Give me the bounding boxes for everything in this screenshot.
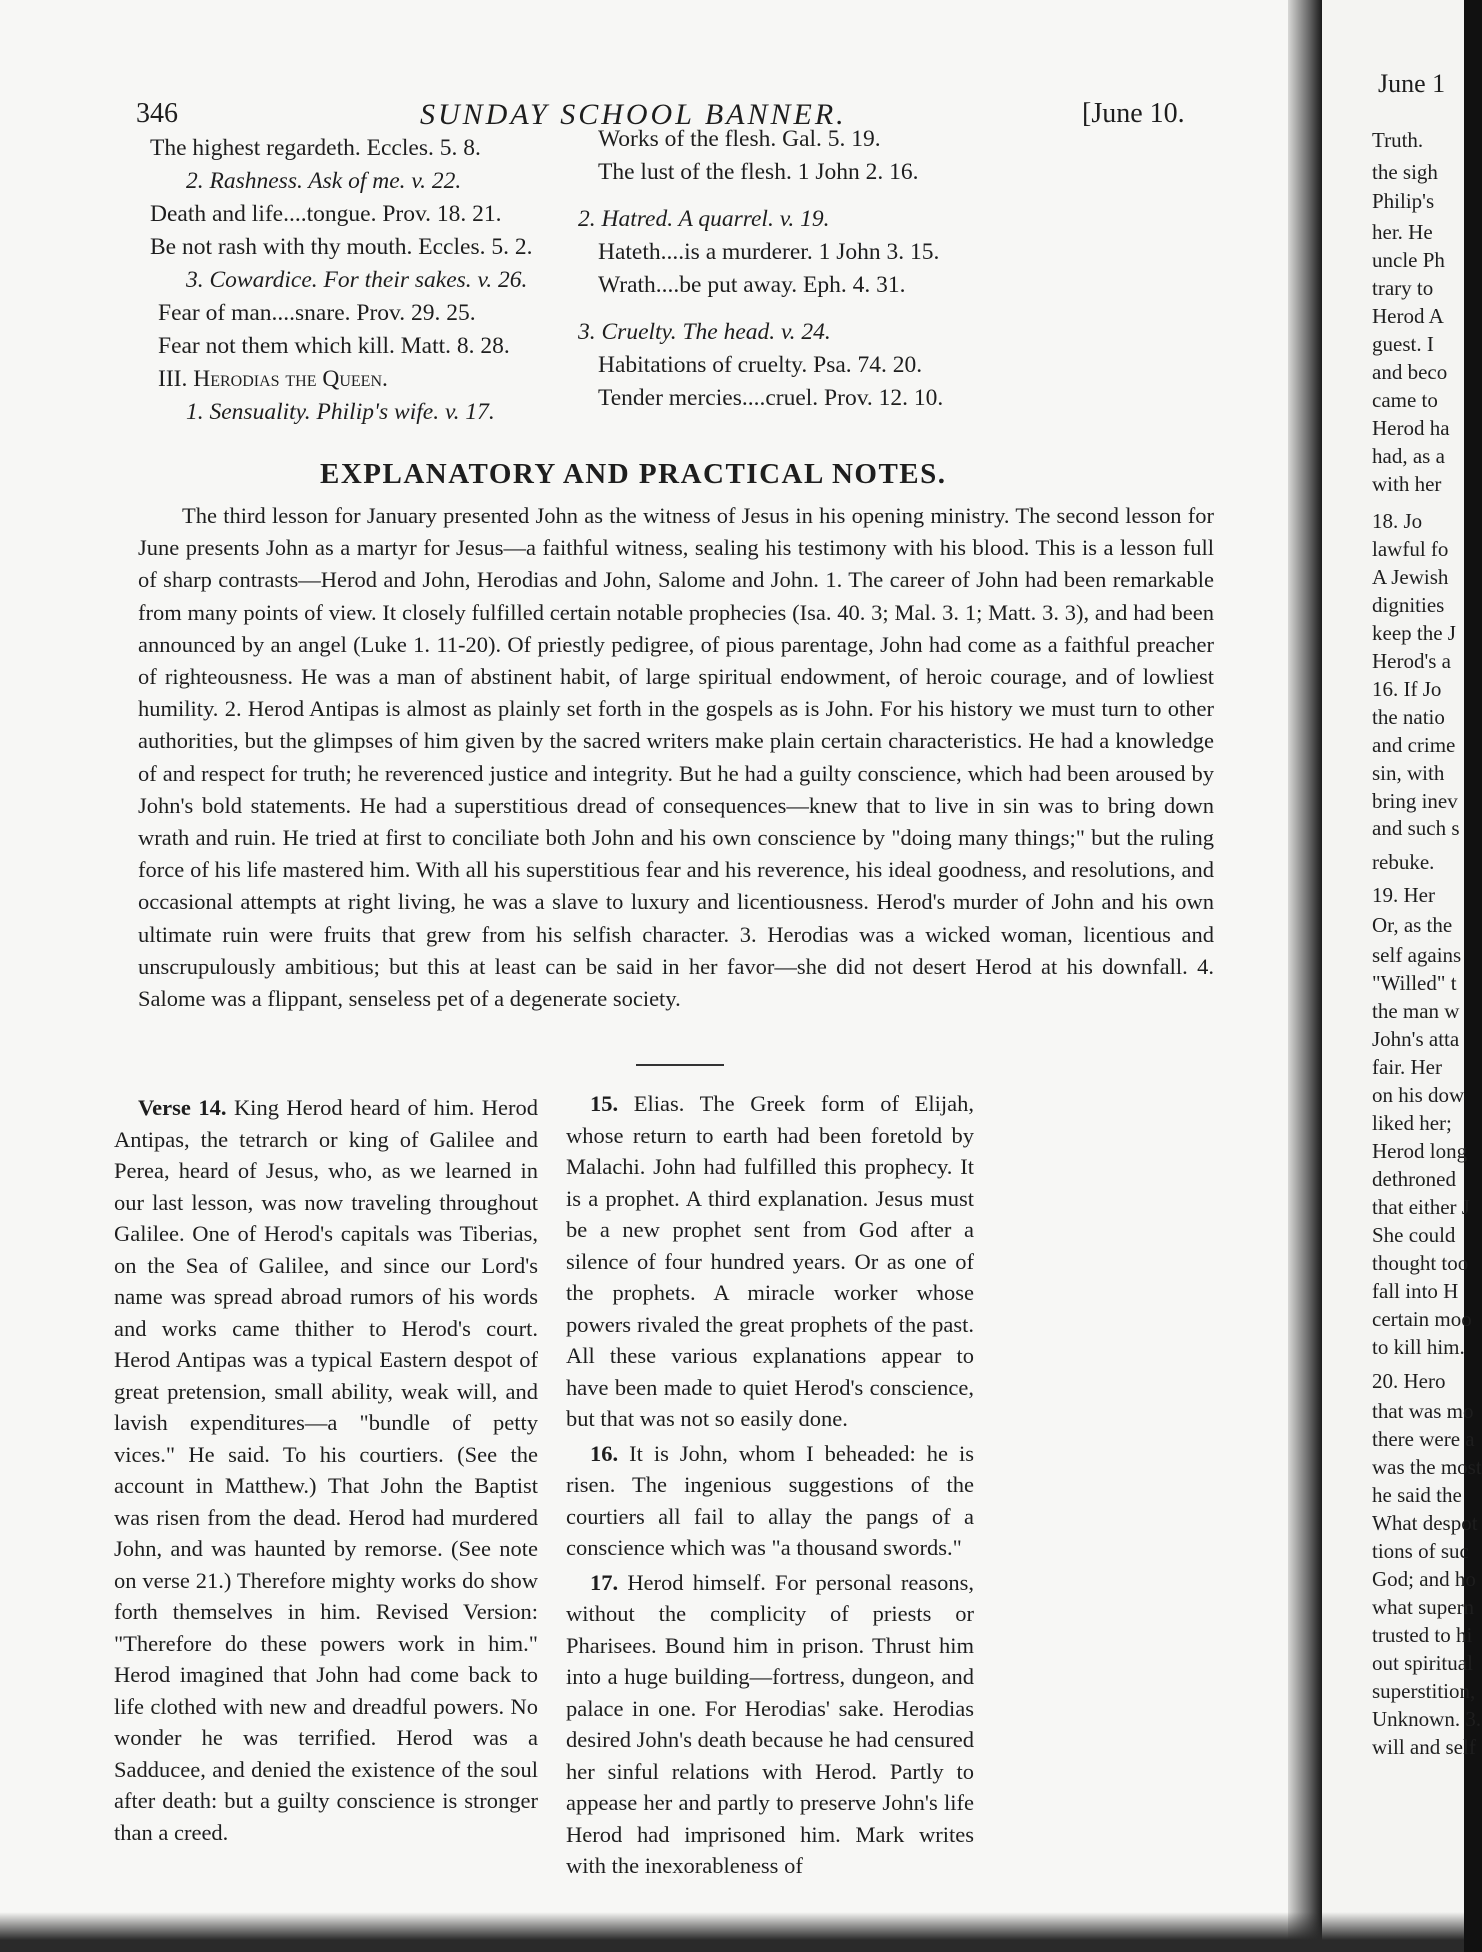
- facing-page-fragment: rebuke.: [1372, 850, 1435, 874]
- facing-page-fragment: Truth.: [1372, 128, 1424, 152]
- facing-page-fragment: John's atta: [1372, 1027, 1460, 1051]
- facing-page-fragment: there were a: [1372, 1427, 1475, 1451]
- facing-page-fragment: tions of suc: [1372, 1539, 1469, 1563]
- facing-page-fragment: fall into H: [1372, 1279, 1459, 1303]
- facing-page-fragment: guest. I: [1372, 332, 1434, 356]
- verse-number: Verse 14.: [138, 1095, 227, 1120]
- facing-page-fragment: trusted to hi: [1372, 1623, 1473, 1647]
- facing-page-fragment: her. He: [1372, 220, 1433, 244]
- outline-line: [598, 302, 943, 316]
- facing-page-fragment: will and self: [1372, 1735, 1476, 1759]
- verse-note: [566, 1438, 974, 1564]
- facing-page-fragment: What despot: [1372, 1511, 1478, 1535]
- outline-line: 3. Cowardice. For their sakes. v. 26.: [186, 267, 528, 293]
- facing-page-fragment: God; and ho: [1372, 1567, 1476, 1591]
- outline-line: III. Herodias the Queen.: [158, 366, 388, 392]
- outline-line: 3. Cruelty. The head. v. 24.: [578, 319, 831, 345]
- outline-line: Wrath....be put away. Eph. 4. 31.: [598, 272, 906, 298]
- facing-page-fragment: had, as a: [1372, 444, 1445, 468]
- facing-page-fragment: that either J: [1372, 1195, 1470, 1219]
- facing-page-fragment: Unknown. 3.: [1372, 1707, 1482, 1731]
- facing-page-fragment: what supern: [1372, 1595, 1475, 1619]
- facing-page-fragment: A Jewish: [1372, 565, 1449, 589]
- facing-page-fragment: the man w: [1372, 999, 1460, 1023]
- lesson-outline-right: [578, 123, 944, 415]
- outline-line: Fear not them which kill. Matt. 8. 28.: [158, 333, 510, 359]
- facing-page-fragment: fair. Her: [1372, 1055, 1442, 1079]
- facing-page-fragment: was the most: [1372, 1455, 1482, 1479]
- facing-page-fragment: self agains: [1372, 943, 1462, 967]
- outline-line: Death and life....tongue. Prov. 18. 21.: [150, 201, 502, 227]
- facing-page-fragment: uncle Ph: [1372, 248, 1445, 272]
- facing-page-fragment: keep the J: [1372, 621, 1456, 645]
- outline-line: Works of the flesh. Gal. 5. 19.: [598, 126, 881, 152]
- facing-page-fragment: thought too: [1372, 1251, 1469, 1275]
- facing-page-fragment: and beco: [1372, 360, 1448, 384]
- section-divider: [636, 1064, 724, 1066]
- verse-note: [566, 1088, 974, 1435]
- facing-page-fragment: he said the: [1372, 1483, 1462, 1507]
- page-date: [June 10.: [1082, 98, 1185, 129]
- facing-page-fragment: 19. Her: [1372, 883, 1435, 907]
- outline-line: The lust of the flesh. 1 John 2. 16.: [598, 159, 919, 185]
- outline-line: Fear of man....snare. Prov. 29. 25.: [158, 300, 476, 326]
- scan-shadow: [0, 1912, 1464, 1952]
- facing-page-fragment: June 1: [1378, 69, 1446, 98]
- facing-page-fragment: the natio: [1372, 705, 1445, 729]
- facing-page-fragment: bring inev: [1372, 789, 1458, 813]
- page-number: 346: [136, 98, 178, 129]
- verse-note-text: King Herod heard of him. Herod Antipas, the tetrarch or king of Galilee and Perea, heard of Jesus, who, as we learned in our last lesson, was now traveling throughout Galilee. One of Herod's capitals was Tiberias, on the Sea of Galilee, and since our Lord's name was spread abroad rumors of his words and works came thither to Herod's court. Herod Antipas was a typical Eastern despot of great pretension, small ability, weak will, and lavish expenditures—a "bundle of petty vices." He said. To his courtiers. (See the account in Matthew.) That John the Baptist was risen from the dead. Herod had murdered John, and was haunted by remorse. (See note on verse 21.) Therefore mighty works do show forth themselves in him. Revised Version: "Therefore do these powers work in him." Herod imagined that John had come back to life clothed with new and dreadful powers. No wonder he was terrified. Herod was a Sadducee, and denied the existence of the soul after death: but a guilty conscience is stronger than a creed.: [114, 1095, 538, 1845]
- facing-page-fragment: dignities: [1372, 593, 1445, 617]
- outline-line: Hateth....is a murderer. 1 John 3. 15.: [598, 239, 940, 265]
- verse-note: [566, 1567, 974, 1882]
- outline-line: Habitations of cruelty. Psa. 74. 20.: [598, 352, 923, 378]
- verse-number: 17.: [590, 1569, 619, 1595]
- facing-page-fragment: and crime: [1372, 733, 1456, 757]
- facing-page-fragment: She could: [1372, 1223, 1456, 1247]
- outline-line: Tender mercies....cruel. Prov. 12. 10.: [598, 385, 944, 411]
- facing-page-fragment: Herod ha: [1372, 416, 1450, 440]
- facing-page-fragment: Herod's a: [1372, 649, 1452, 673]
- facing-page-fragment: to kill him.: [1372, 1335, 1465, 1359]
- outline-line: Be not rash with thy mouth. Eccles. 5. 2.: [150, 234, 533, 260]
- outline-line: [598, 189, 943, 203]
- verse-note: [114, 1092, 538, 1848]
- verse-number: 15.: [590, 1091, 619, 1116]
- facing-page-fragment: 16. If Jo: [1372, 677, 1442, 701]
- facing-page-fragment: sin, with: [1372, 761, 1445, 785]
- facing-page-fragment: 18. Jo: [1372, 509, 1423, 533]
- facing-page-fragment: superstition,: [1372, 1679, 1476, 1703]
- verse-note-text: Elias. The Greek form of Elijah, whose return to earth had been foretold by Malachi. John had fulfilled this prophecy. It is a prophet. A third explanation. Jesus must be a new prophet sent from God after a silence of four hundred years. Or as one of the prophets. A miracle worker whose powers rivaled the great prophets of the past. All these various explanations appear to have been made to quiet Herod's conscience, but that was not so easily done.: [566, 1091, 974, 1431]
- page-gutter: [1288, 0, 1322, 1952]
- facing-page-fragment: the sigh: [1372, 160, 1438, 184]
- facing-page-fragment: lawful fo: [1372, 537, 1449, 561]
- facing-page-fragment: "Willed" t: [1372, 971, 1457, 995]
- facing-page-fragment: out spiritual: [1372, 1651, 1473, 1675]
- facing-page-fragment: Herod long: [1372, 1139, 1468, 1163]
- facing-page-fragment: with her: [1372, 472, 1442, 496]
- verse-notes-left-column: [114, 1092, 538, 1851]
- facing-page-fragment: 20. Hero: [1372, 1369, 1446, 1393]
- facing-page-fragment: Philip's: [1372, 189, 1435, 213]
- facing-page-fragment: and such s: [1372, 816, 1460, 840]
- facing-page-fragment: certain moo: [1372, 1307, 1472, 1331]
- verse-note-text: Herod himself. For personal reasons, without the complicity of priests or Pharisees. Bound him in prison. Thrust him into a huge building—fortress, dungeon, and palace in one. For Herodias' sake. Herodias desired John's death because he had censured her sinful relations with Herod. Partly to appease her and partly to preserve John's life Herod had imprisoned him. Mark writes with the inexorableness of: [566, 1569, 974, 1878]
- facing-page-fragment: that was mo: [1372, 1399, 1474, 1423]
- facing-page-fragment: trary to: [1372, 276, 1434, 300]
- verse-number: 16.: [590, 1440, 619, 1466]
- outline-line: 2. Hatred. A quarrel. v. 19.: [578, 206, 830, 232]
- facing-page-fragment: came to: [1372, 388, 1438, 412]
- notes-heading: EXPLANATORY AND PRACTICAL NOTES.: [320, 458, 947, 490]
- outline-line: 2. Rashness. Ask of me. v. 22.: [186, 168, 462, 194]
- verse-notes-right-column: [566, 1088, 974, 1885]
- outline-line: 1. Sensuality. Philip's wife. v. 17.: [186, 399, 495, 425]
- verse-note-text: It is John, whom I beheaded: he is risen. The ingenious suggestions of the courtiers all fail to allay the pangs of a conscience which was "a thousand swords.": [566, 1440, 974, 1560]
- facing-page-fragment: on his dow: [1372, 1083, 1465, 1107]
- facing-page-fragment: Herod A: [1372, 304, 1444, 328]
- running-title: SUNDAY SCHOOL BANNER.: [420, 98, 847, 131]
- facing-page-fragment: dethroned: [1372, 1167, 1456, 1191]
- intro-paragraph: The third lesson for January presented John as the witness of Jesus in his opening ministry. The second lesson for June presents John as a martyr for Jesus—a faithful witness, sealing his testimony with his blood. This is a lesson full of sharp contrasts—Herod and John, Herodias and John, Salome and John. 1. The career of John had been remarkable from many points of view. It closely fulfilled certain notable prophecies (Isa. 40. 3; Mal. 3. 1; Matt. 3. 3), and had been announced by an angel (Luke 1. 11-20). Of priestly pedigree, of pious parentage, John had come as a faithful preacher of righteousness. He was a man of abstinent habit, of large spiritual endowment, of heroic courage, and of lowliest humility. 2. Herod Antipas is almost as plainly set forth in the gospels as is John. For his history we must turn to other authorities, but the glimpses of him given by the sacred writers make plain certain characteristics. He had a knowledge of and respect for truth; he reverenced justice and integrity. But he had a guilty conscience, which had been aroused by John's bold statements. He had a superstitious dread of consequences—knew that to live in sin was to bring down wrath and ruin. He tried at first to conciliate both John and his own conscience by "doing many things;" but the ruling force of his life mastered him. With all his superstitious fear and his reverence, his ideal goodness, and resolutions, and occasional attempts at right living, he was a slave to luxury and licentiousness. Herod's murder of John and his own ultimate ruin were fruits that grew from his selfish character. 3. Herodias was a wicked woman, licentious and unscrupulously ambitious; but this at least can be said in her favor—she did not desert Herod at his downfall. 4. Salome was a flippant, senseless pet of a degenerate society.: [138, 503, 1214, 1012]
- outline-line: The highest regardeth. Eccles. 5. 8.: [150, 135, 481, 161]
- lesson-outline-left: [150, 132, 532, 429]
- facing-page-fragment: Or, as the: [1372, 913, 1453, 937]
- facing-page-fragment: liked her;: [1372, 1111, 1452, 1135]
